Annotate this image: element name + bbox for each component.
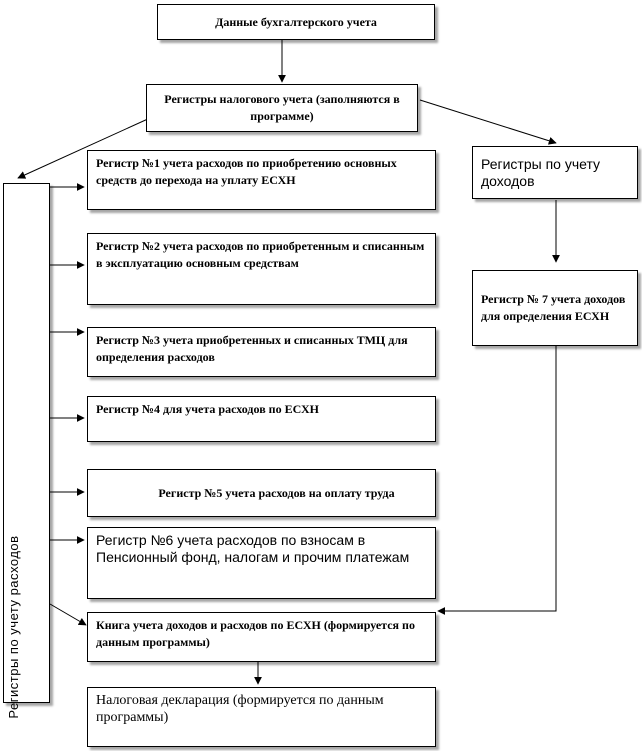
box-tax-declaration	[87, 687, 436, 747]
box-register-5	[87, 469, 436, 517]
box-register-3	[87, 327, 436, 377]
box-register-6	[87, 527, 436, 599]
box-register-7	[472, 270, 638, 346]
box-register-4	[87, 396, 436, 442]
register-1-label: Регистр №1 учета расходов по приобретению основных средств до перехода на уплату ЕСХН	[96, 156, 397, 187]
register-4-label: Регистр №4 для учета расходов по ЕСХН	[96, 402, 319, 416]
register-2-label: Регистр №2 учета расходов по приобретенным и списанным в эксплуатацию основным средствам	[96, 239, 425, 270]
box-register-2	[87, 233, 436, 305]
arrow-tax-to-income	[420, 100, 556, 143]
income-expense-book-label: Книга учета доходов и расходов по ЕСХН (формируется по данным программы)	[96, 618, 415, 649]
register-3-label: Регистр №3 учета приобретенных и списанных ТМЦ для определения расходов	[96, 333, 408, 364]
box-income-registers	[472, 146, 638, 199]
box-tax-registers-label: Регистры налогового учета (заполняются в программе)	[164, 92, 400, 123]
register-6-label: Регистр №6 учета расходов по взносам в Пенсионный фонд, налогам и прочим платежам	[96, 532, 410, 565]
box-income-expense-book	[87, 612, 436, 662]
box-expense-registers	[3, 183, 50, 719]
box-income-registers-label: Регистры по учету доходов	[481, 155, 601, 189]
box-register-1	[87, 150, 436, 210]
arrow-expense-to-book	[50, 604, 86, 625]
tax-declaration-label: Налоговая декларация (формируется по данным программы)	[96, 693, 384, 725]
box-tax-registers	[146, 84, 418, 132]
register-5-label: Регистр №5 учета расходов на оплату труда	[158, 485, 395, 500]
expense-registers-vertical-label: Регистры по учету расходов	[6, 535, 21, 719]
register-7-label: Регистр № 7 учета доходов для определения ЕСХН	[481, 292, 626, 323]
box-accounting-data	[157, 4, 435, 40]
box-accounting-data-label: Данные бухгалтерского учета	[215, 14, 377, 29]
arrow-reg7-to-book	[438, 320, 556, 611]
